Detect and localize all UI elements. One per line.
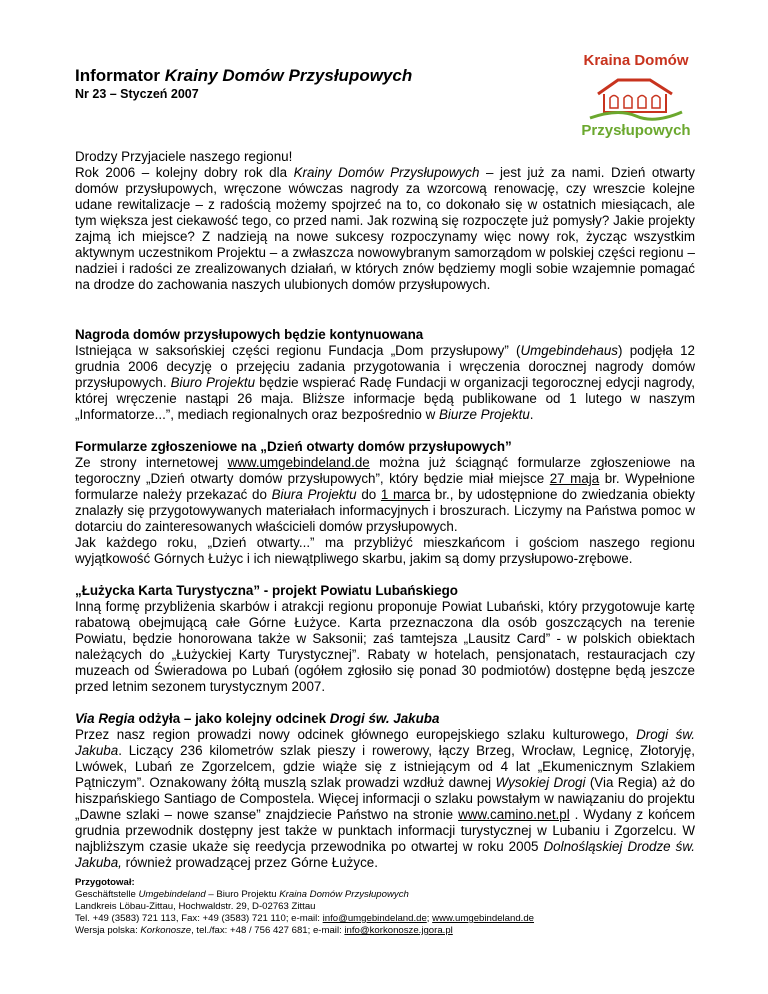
footer-line-1: Geschäftstelle Umgebindeland – Biuro Projektu Kraina Domów Przysłupowych: [75, 889, 409, 900]
section3-heading: „Łużycka Karta Turystyczna” - projekt Powiatu Lubańskiego: [75, 583, 458, 598]
logo-bottom-text: Przysłupowych: [581, 122, 691, 139]
footer-line-2: Landkreis Löbau-Zittau, Hochwaldstr. 29, D-02763 Zittau: [75, 901, 316, 912]
section2-paragraph: Ze strony internetowej www.umgebindeland.de można już ściągnąć formularze zgłoszeniowe na tegoroczny „Dzień otwarty domów przysłupowych”, który będzie miał miejsce 27 maja br. Wypełnione formularze należy przekazać do Biura Projektu do 1 marca br., by udostępnione do zwiedzania obiekty znalazły się przygotowywanych materiałach informacyjnych i broszurach. Liczymy na Państwa pomoc w dotarciu do zainteresowanych właścicieli domów przysłupowych.: [75, 455, 695, 534]
umgebindeland-link[interactable]: www.umgebindeland.de: [227, 455, 370, 470]
section1-paragraph: Istniejąca w saksońskiej części regionu Fundacja „Dom przysłupowy” (Umgebindehaus) podjęła 12 grudnia 2006 decyzję o przejęciu zadania przygotowania i wręczenia dorocznej nagrody domów przysłupowych. Biuro Projektu będzie wspierać Radę Fundacji w organizacji tegorocznej edycji nagrody, której wręczenie nastąpi 26 maja. Bliższe informacje będą publikowane od 1 lutego w naszym „Informatorze...”, mediach regionalnych oraz bezpośrednio w Biurze Projektu.: [75, 343, 695, 422]
section4-heading: Via Regia odżyła – jako kolejny odcinek Drogi św. Jakuba: [75, 711, 440, 726]
footer-line-3: Tel. +49 (3583) 721 113, Fax: +49 (3583) 721 110; e-mail: info@umgebindeland.de; www.umgebindeland.de: [75, 913, 535, 924]
article-body: [75, 149, 695, 871]
intro-greeting: Drodzy Przyjaciele naszego regionu!: [75, 149, 293, 164]
logo-top-text: Kraina Domów: [583, 52, 689, 69]
title-prefix: Informator: [75, 66, 165, 85]
kraina-logo: [566, 52, 706, 144]
web-link-umgebindeland[interactable]: www.umgebindeland.de: [432, 913, 535, 924]
footer-label: Przygotował:: [75, 877, 135, 888]
issue-number: Nr 23 – Styczeń 2007: [75, 87, 199, 101]
camino-link[interactable]: www.camino.net.pl: [458, 807, 570, 822]
email-link-korkonosze[interactable]: info@korkonosze.jgora.pl: [344, 925, 453, 936]
section3-paragraph: Inną formę przybliżenia skarbów i atrakcji regionu proponuje Powiat Lubański, który przygotowuje kartę rabatową obejmującą całe Górne Łużyce. Karta przeznaczona dla osób goszczących na terenie Powiatu, będzie honorowana także w Saksonii; zaś tamtejsza „Lausitz Card” - w polskich obiektach należących do „Łużyckiej Karty Turystycznej”. Rabaty w hotelach, pensjonatach, restauracjach czy muzeach od Świeradowa po Lubań (ogółem zgłosiło się ponad 30 podmiotów) dostępne będą jeszcze przed letnim sezonem turystycznym 2007.: [75, 599, 695, 694]
email-link-umgebindeland[interactable]: info@umgebindeland.de: [322, 913, 427, 924]
house-logo-icon: [588, 72, 684, 122]
section2-paragraph-2: Jak każdego roku, „Dzień otwarty...” ma przybliżyć mieszkańcom i gościom naszego regionu wyjątkowość Górnych Łużyc i ich niewątpliwego skarbu, jakim są domy przysłupowo-zrębowe.: [75, 535, 695, 566]
intro-paragraph: Rok 2006 – kolejny dobry rok dla Krainy Domów Przysłupowych – jest już za nami. Dzień otwarty domów przysłupowych, wręczone wówczas nagrody za wzorcową renowację, czy wreszcie kolejne udane rewitalizacje – z radością możemy spojrzeć na to, co dokonało się w ostatnich miesiącach, ale tym większa jest ciekawość tego, co przed nami. Jak rozwiną się rozpoczęte już pomysły? Jakie projekty zajmą ich miejsce? Z nadzieją na nowe sukcesy rozpoczynamy więc nowy rok, życząc wszystkim aktywnym uczestnikom Projektu – a zwłaszcza nowowybranym samorządom w polskiej części regionu – nadziei i radości ze zrealizowanych działań, w których znów będziemy mogli sobie wzajemnie pomagać na drodze do zachowania naszych ulubionych domów przysłupowych.: [75, 165, 695, 292]
section1-heading: Nagroda domów przysłupowych będzie kontynuowana: [75, 327, 424, 342]
newsletter-title: [75, 66, 412, 86]
title-italic: Krainy Domów Przysłupowych: [164, 66, 413, 85]
section2-heading: Formularze zgłoszeniowe na „Dzień otwarty domów przysłupowych”: [75, 439, 512, 454]
footer-line-4: Wersja polska: Korkonosze, tel./fax: +48 / 756 427 681; e-mail: info@korkonosze.jgora.pl: [75, 925, 453, 936]
footer-credits: [75, 877, 695, 937]
section4-paragraph: Przez nasz region prowadzi nowy odcinek głównego europejskiego szlaku kulturowego, Drogi św. Jakuba. Liczący 236 kilometrów szlak pieszy i rowerowy, łączy Brzeg, Wrocław, Legnicę, Złotoryję, Lwówek, Lubań ze Zgorzelcem, gdzie wiąże się z istniejącym od 4 lat „Ekumenicznym Szlakiem Pątniczym”. Oznakowany żółtą muszlą szlak prowadzi wzdłuż dawnej Wysokiej Drogi (Via Regia) aż do hiszpańskiego Santiago de Compostela. Więcej informacji o szlaku powstałym w nawiązaniu do projektu „Dawne szlaki – nowe szanse” znajdziecie Państwo na stronie www.camino.net.pl . Wydany z końcem grudnia przewodnik dostępny jest także w punktach informacji turystycznej w Lubaniu i Zgorzelcu. W najbliższym czasie ukaże się reedycja przewodnika po otwartej w roku 2005 Dolnośląskiej Drodze św. Jakuba, również prowadzącej przez Górne Łużyce.: [75, 727, 695, 870]
